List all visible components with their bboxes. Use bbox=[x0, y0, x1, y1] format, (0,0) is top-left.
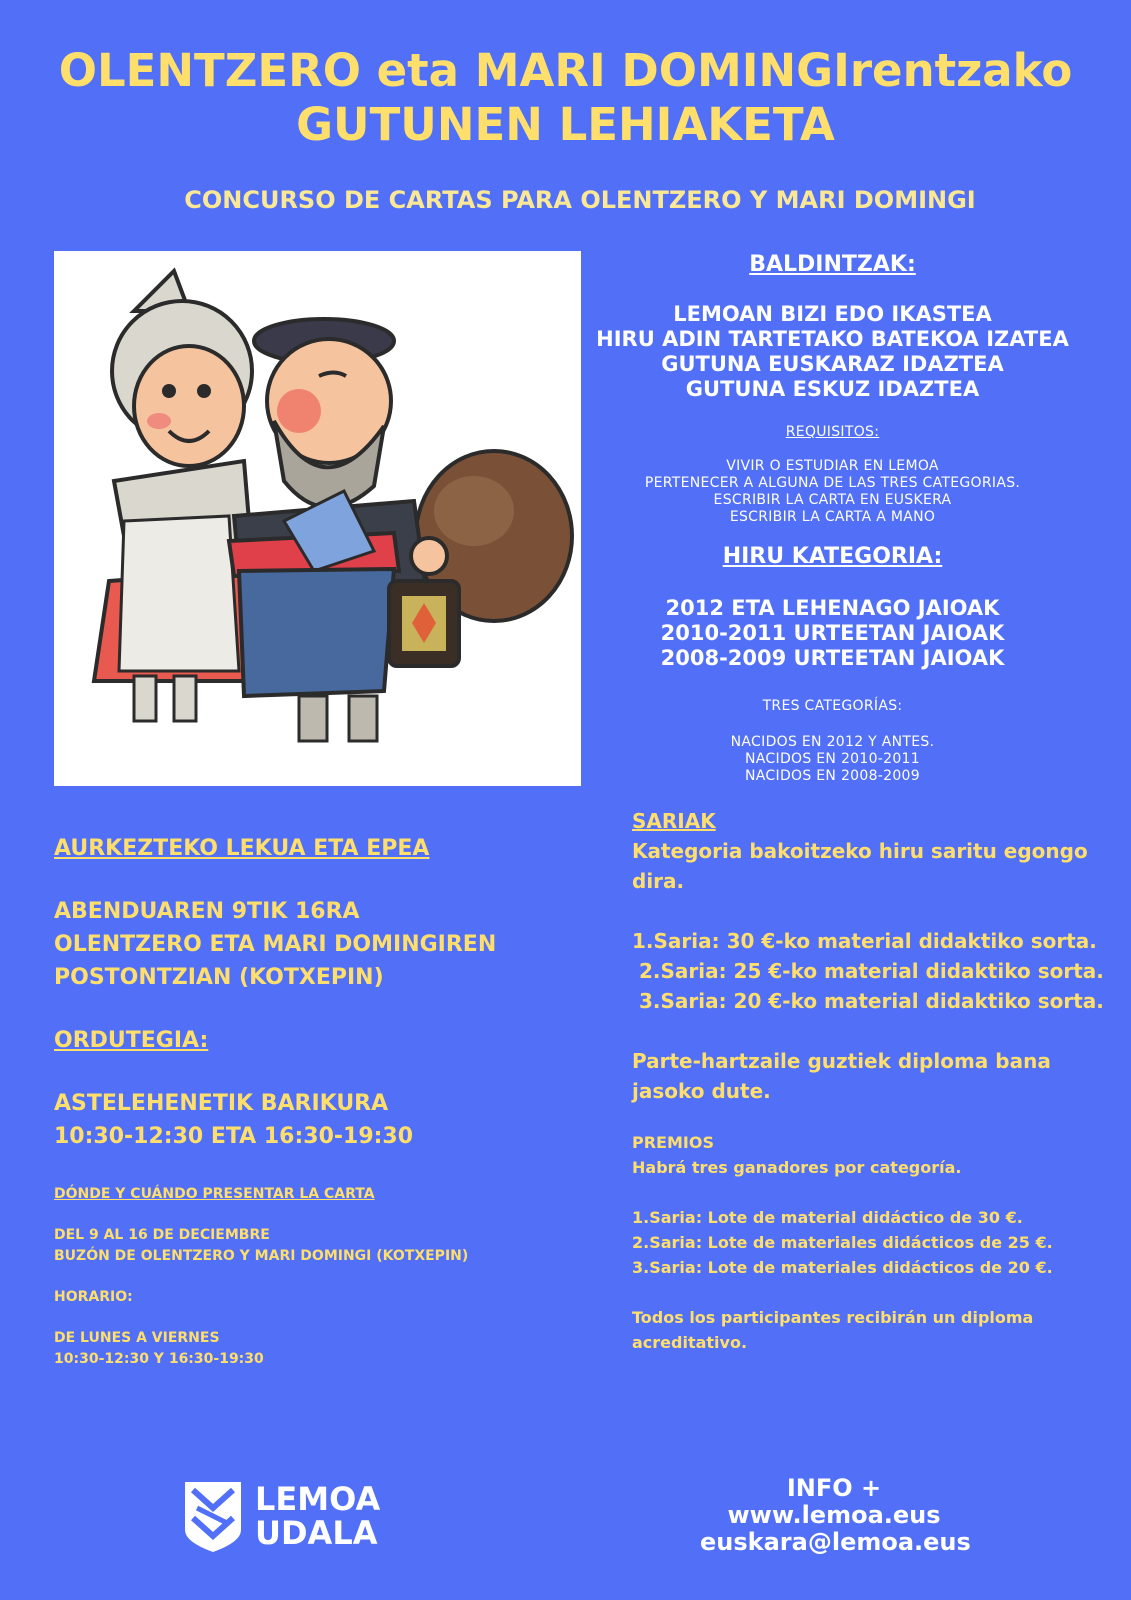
list-item: 2008-2009 URTEETAN JAIOAK bbox=[660, 646, 1005, 670]
info-title: INFO + bbox=[786, 1474, 882, 1502]
donde-title: DÓNDE Y CUÁNDO PRESENTAR LA CARTA bbox=[54, 1186, 375, 1202]
horario-line: DE LUNES A VIERNES bbox=[54, 1330, 220, 1346]
horario-title: HORARIO: bbox=[54, 1289, 133, 1305]
premios-prize: 2.Saria: Lote de materiales didácticos de 25 €. bbox=[632, 1233, 1053, 1252]
list-item: GUTUNA EUSKARAZ IDAZTEA bbox=[661, 352, 1004, 376]
aurkezteko-section bbox=[54, 832, 594, 1153]
sariak-title: SARIAK bbox=[632, 809, 716, 833]
sariak-section bbox=[632, 806, 1102, 1106]
lemoa-shield-icon bbox=[183, 1478, 243, 1554]
list-item: ESCRIBIR LA CARTA A MANO bbox=[729, 509, 936, 525]
list-item: 2010-2011 URTEETAN JAIOAK bbox=[660, 621, 1005, 645]
requisitos-list bbox=[590, 458, 1075, 526]
aurkezteko-line: OLENTZERO ETA MARI DOMINGIREN bbox=[54, 932, 497, 957]
baldintzak-list bbox=[590, 302, 1075, 402]
premios-title: PREMIOS bbox=[632, 1133, 714, 1152]
website-link[interactable]: www.lemoa.eus bbox=[727, 1501, 941, 1529]
main-title bbox=[0, 44, 1131, 152]
premios-diploma: Todos los participantes recibirán un diploma acreditativo. bbox=[632, 1308, 1034, 1352]
list-item: LEMOAN BIZI EDO IKASTEA bbox=[673, 302, 992, 326]
sariak-prize: 1.Saria: 30 €-ko material didaktiko sorta. bbox=[632, 929, 1097, 953]
list-item: HIRU ADIN TARTETAKO BATEKOA IZATEA bbox=[596, 327, 1069, 351]
list-item: VIVIR O ESTUDIAR EN LEMOA bbox=[726, 458, 939, 474]
premios-prize: 3.Saria: Lote de materiales didácticos de 20 €. bbox=[632, 1258, 1053, 1277]
premios-intro: Habrá tres ganadores por categoría. bbox=[632, 1158, 962, 1177]
list-item: 2012 ETA LEHENAGO JAIOAK bbox=[665, 596, 1000, 620]
olentzero-mari-domingi-illustration bbox=[54, 251, 581, 786]
aurkezteko-line: ABENDUAREN 9TIK 16RA bbox=[54, 899, 360, 924]
ordutegia-line: ASTELEHENETIK BARIKURA bbox=[54, 1091, 389, 1116]
baldintzak-title: BALDINTZAK: bbox=[749, 252, 916, 277]
donde-section bbox=[54, 1184, 594, 1370]
kategoria-list bbox=[590, 596, 1075, 671]
sariak-diploma: Parte-hartzaile guztiek diploma bana jasoko dute. bbox=[632, 1049, 1051, 1103]
list-item: GUTUNA ESKUZ IDAZTEA bbox=[685, 377, 980, 401]
horario-line: 10:30-12:30 Y 16:30-19:30 bbox=[54, 1351, 264, 1367]
list-item: ESCRIBIR LA CARTA EN EUSKERA bbox=[713, 492, 952, 508]
info-block bbox=[700, 1474, 971, 1556]
ordutegia-line: 10:30-12:30 ETA 16:30-19:30 bbox=[54, 1124, 414, 1149]
sariak-intro: Kategoria bakoitzeko hiru saritu egongo dira. bbox=[632, 839, 1088, 893]
kategoria-title: HIRU KATEGORIA: bbox=[722, 544, 943, 569]
list-item: NACIDOS EN 2012 Y ANTES. bbox=[730, 734, 935, 750]
aurkezteko-title: AURKEZTEKO LEKUA ETA EPEA bbox=[54, 836, 430, 861]
donde-line: BUZÓN DE OLENTZERO Y MARI DOMINGI (KOTXEPIN) bbox=[54, 1248, 469, 1264]
categorias-list bbox=[590, 734, 1075, 785]
categorias-title: TRES CATEGORÍAS: bbox=[762, 698, 903, 714]
list-item: NACIDOS EN 2010-2011 bbox=[745, 751, 920, 767]
subtitle: CONCURSO DE CARTAS PARA OLENTZERO Y MARI DOMINGI bbox=[184, 186, 976, 214]
lemoa-udala-logo bbox=[183, 1478, 380, 1554]
donde-line: DEL 9 AL 16 DE DECIEMBRE bbox=[54, 1227, 270, 1243]
aurkezteko-line: POSTONTZIAN (KOTXEPIN) bbox=[54, 965, 384, 990]
sariak-prize: 3.Saria: 20 €-ko material didaktiko sorta. bbox=[632, 989, 1104, 1013]
sariak-prize: 2.Saria: 25 €-ko material didaktiko sorta. bbox=[632, 959, 1104, 983]
logo-line-1: LEMOA bbox=[255, 1480, 381, 1518]
title-line-2: GUTUNEN LEHIAKETA bbox=[296, 98, 835, 151]
list-item: NACIDOS EN 2008-2009 bbox=[745, 768, 920, 784]
email-link[interactable]: euskara@lemoa.eus bbox=[700, 1528, 971, 1556]
requisitos-title: REQUISITOS: bbox=[785, 424, 880, 440]
premios-prize: 1.Saria: Lote de material didáctico de 30 €. bbox=[632, 1208, 1023, 1227]
premios-section bbox=[632, 1130, 1102, 1355]
list-item: PERTENECER A ALGUNA DE LAS TRES CATEGORIAS. bbox=[644, 475, 1021, 491]
title-line-1: OLENTZERO eta MARI DOMINGIrentzako bbox=[58, 44, 1073, 97]
ordutegia-title: ORDUTEGIA: bbox=[54, 1028, 209, 1053]
logo-line-2: UDALA bbox=[255, 1514, 378, 1552]
